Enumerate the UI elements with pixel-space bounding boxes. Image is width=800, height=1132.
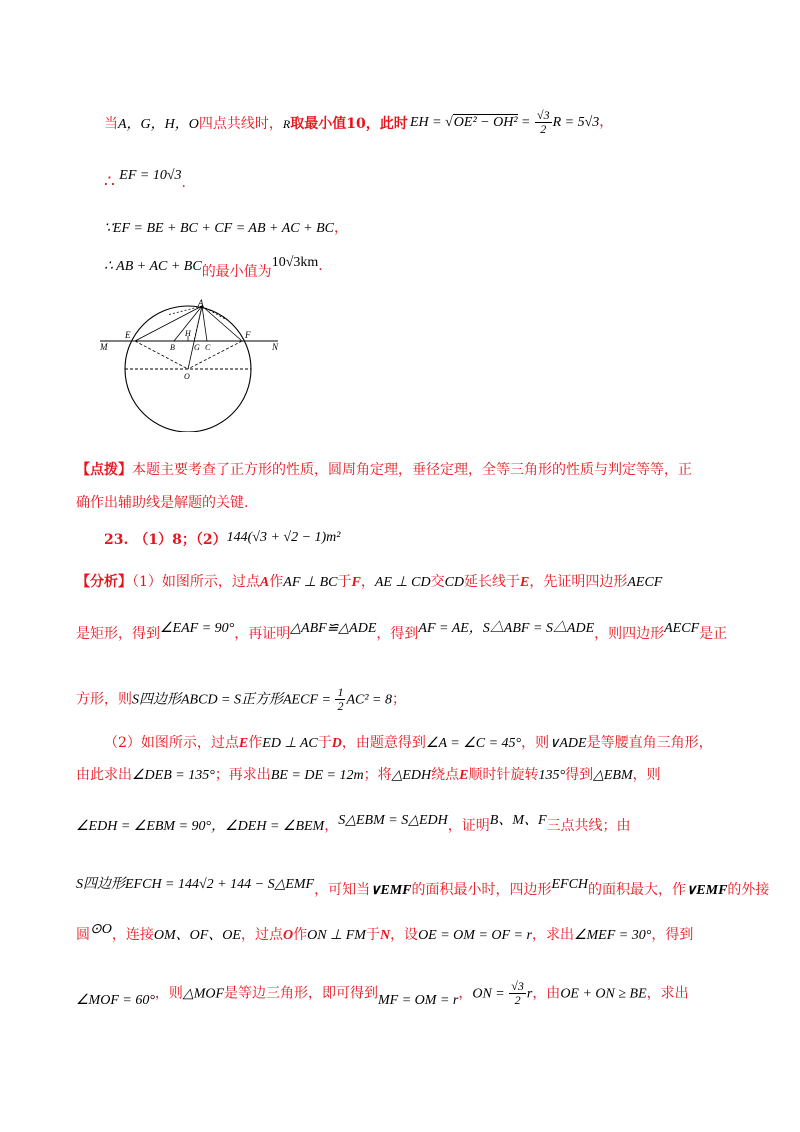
formula: S△EBM = S△EDH	[338, 813, 448, 828]
segment-top-right	[202, 306, 227, 320]
tip-label: 【点拨】	[76, 462, 132, 478]
formula: BE = DE = 12m	[270, 768, 364, 783]
formula: AF = AE，S△ABF = S△ADE	[418, 621, 595, 636]
frac-num: √3	[536, 107, 550, 122]
min-value: 10√3km	[271, 255, 319, 270]
formula: ∠DEB = 135°	[132, 768, 215, 783]
text: ，	[324, 818, 339, 834]
text: 是矩形，得到	[76, 626, 160, 642]
formula: MF = OM = r	[378, 992, 459, 1008]
text: 由此求出	[76, 767, 132, 783]
formula-part: R = 5√3	[552, 115, 600, 130]
text: 于	[365, 927, 380, 943]
label-f: F	[245, 330, 251, 340]
formula: ∠A = ∠C = 45°	[425, 736, 522, 751]
frac-num: 1	[337, 685, 344, 699]
formula: S四边形ABCD = S正方形AECF =	[132, 692, 335, 708]
text: 交	[430, 574, 445, 590]
label-g: G	[194, 343, 200, 352]
text: ，由	[532, 985, 561, 1002]
text: ，先证明四边形	[529, 574, 628, 590]
text: （2）如图所示，过点	[104, 735, 239, 751]
formula: OM、OF、OE	[153, 928, 241, 943]
text: ，	[599, 114, 614, 130]
tip-text: 确作出辅助线是解题的关键.	[76, 495, 249, 511]
label-n: N	[272, 342, 279, 352]
solution-line-4	[104, 255, 323, 280]
tip-line-1	[76, 460, 692, 480]
text: ，得到	[376, 626, 419, 642]
formula-sum: ∴ AB + AC + BC	[104, 259, 202, 274]
point: A	[259, 575, 270, 590]
formula: B、M、F	[489, 813, 547, 828]
text: ，则	[521, 735, 550, 751]
formula: EFCH	[551, 877, 589, 892]
analysis-line-6	[76, 813, 631, 837]
text: 取最小值10，此时	[290, 116, 408, 132]
text: 于	[337, 574, 352, 590]
text: ，得到	[651, 927, 694, 943]
formula-ef: EF = 10√3	[119, 168, 182, 183]
text: 圆	[76, 927, 90, 943]
formula: △EBM	[593, 768, 633, 783]
segment-top-left	[167, 306, 202, 315]
formula: ∠MEF = 30°	[573, 928, 652, 943]
geometry-figure	[96, 298, 286, 432]
text: .	[318, 258, 323, 274]
formula: △EDH	[391, 768, 432, 783]
analysis-line-8	[76, 922, 694, 946]
formula: AECF	[627, 575, 663, 590]
frac-num: √3	[511, 979, 524, 993]
frac-den: 2	[337, 699, 344, 713]
label-b: B	[170, 343, 175, 352]
point: E	[520, 575, 530, 590]
text: ，	[333, 220, 348, 236]
formula: AC² = 8	[346, 692, 392, 708]
segment-eo	[135, 341, 188, 369]
text: ，设	[390, 927, 419, 943]
text: ，连接	[111, 927, 154, 943]
answer-formula: 144(√3 + √2 − 1)m²	[226, 530, 341, 545]
text: ，则	[632, 767, 661, 783]
analysis-label: 【分析】	[76, 574, 132, 590]
text: 顺时针旋转	[468, 767, 539, 783]
formula: r	[526, 986, 533, 1002]
text: ，过点	[240, 927, 283, 943]
q23-answer	[104, 530, 341, 551]
text: 作	[293, 927, 308, 943]
formula: OE = OM = OF = r	[418, 928, 532, 943]
formula: OE + ON ≥ BE	[560, 986, 647, 1002]
text: 是等边三角形，即可得到	[224, 985, 379, 1002]
text: ，求出	[646, 985, 689, 1002]
label-a: A	[198, 298, 204, 308]
formula: ∨EMF	[686, 883, 728, 898]
text: .	[181, 175, 186, 191]
formula: AF ⊥ BC	[283, 575, 338, 590]
label-h: H	[185, 329, 191, 338]
text: ，求出	[531, 927, 574, 943]
text: 作	[269, 574, 284, 590]
formula: △ABF≌△ADE	[290, 621, 377, 636]
formula: ∠EDH = ∠EBM = 90°，∠DEH = ∠BEM	[76, 819, 325, 834]
question-number: 23.	[104, 532, 129, 548]
text: 是等腰直角三角形，	[586, 735, 713, 751]
text: ，证明	[447, 818, 490, 834]
analysis-line-4	[104, 733, 713, 754]
segment-af	[202, 306, 242, 341]
formula-part: EH =	[410, 115, 446, 130]
formula: CD	[444, 575, 465, 590]
text: ，由题意得到	[341, 735, 426, 751]
text: 的面积最大，作	[588, 882, 687, 898]
label-m: M	[100, 342, 108, 352]
formula: AECF	[664, 621, 700, 636]
formula-eh: EH = √OE² − OH² = $\frac{√3}{2}$ R = 5√3，	[410, 107, 614, 136]
tip-text: 本题主要考查了正方形的性质，圆周角定理，垂径定理，全等三角形的性质与判定等等，正	[132, 462, 692, 478]
formula: ON =	[472, 986, 509, 1002]
text: 三点共线；由	[546, 818, 631, 834]
analysis-line-7	[76, 877, 770, 901]
text: 的外接	[727, 882, 770, 898]
point: D	[331, 736, 342, 751]
formula: ∠MOF = 60°	[76, 992, 155, 1008]
text: 是正	[699, 626, 728, 642]
formula-sum: ∵EF = BE + BC + CF = AB + AC + BC	[104, 221, 334, 236]
formula: S四边形EFCH = 144√2 + 144 − S△EMF	[76, 877, 315, 892]
text: ，	[360, 574, 375, 590]
label-c: C	[205, 343, 211, 352]
formula: 135°	[538, 768, 566, 783]
text: 延长线于	[464, 574, 521, 590]
frac-den: 2	[514, 993, 521, 1007]
text: 的最小值为	[201, 264, 272, 280]
formula: ED ⊥ AC	[262, 736, 318, 751]
formula-part: =	[517, 115, 534, 130]
analysis-line-1	[76, 572, 662, 593]
analysis-line-2	[76, 621, 728, 645]
text: （1）如图所示，过点	[132, 574, 260, 590]
tip-line-2	[76, 493, 248, 513]
formula: ∨EMF	[370, 883, 412, 898]
analysis-line-5	[76, 765, 661, 786]
label-e: E	[125, 330, 131, 340]
formula: ⊙O	[90, 922, 112, 937]
text: ，则	[154, 985, 183, 1002]
point: E	[459, 768, 469, 783]
text: ；	[392, 691, 406, 708]
text: 绕点	[431, 767, 460, 783]
segment-ac	[202, 306, 207, 341]
formula: △MOF	[182, 986, 225, 1002]
text: ，	[458, 985, 473, 1002]
point-list: A，G，H，O	[118, 117, 199, 132]
text: 作	[248, 735, 263, 751]
therefore-symbol: ∴	[104, 172, 115, 192]
text: 四点共线时，	[198, 116, 283, 132]
text: ，再证明	[234, 626, 291, 642]
text: 当	[104, 116, 118, 132]
solution-line-3	[104, 218, 348, 239]
text: 于	[317, 735, 332, 751]
variable-r: R	[282, 117, 291, 131]
text: ，可知当	[314, 882, 371, 898]
formula: ON ⊥ FM	[307, 928, 366, 943]
point: F	[351, 575, 361, 590]
label-o: O	[184, 372, 190, 381]
solution-line-1	[104, 114, 408, 135]
formula-part: OE² − OH²	[453, 115, 518, 130]
text: ，则四边形	[594, 626, 665, 642]
formula: ∨ADE	[549, 736, 587, 751]
solution-line-2	[104, 168, 186, 194]
formula: ∠EAF = 90°	[160, 621, 235, 636]
analysis-line-9	[76, 980, 689, 1007]
point: E	[238, 736, 249, 751]
frac-den: 2	[540, 121, 547, 136]
text: 得到	[565, 767, 594, 783]
answer-text: （1）8；（2）	[134, 532, 227, 548]
formula: AE ⊥ CD	[374, 575, 431, 590]
analysis-line-3	[76, 686, 406, 713]
text: 方形，则	[76, 691, 132, 708]
point: O	[282, 928, 294, 943]
text: ；将	[363, 767, 392, 783]
text: 的面积最小时，四边形	[411, 882, 552, 898]
text: ；再求出	[214, 767, 271, 783]
point: N	[379, 928, 391, 943]
